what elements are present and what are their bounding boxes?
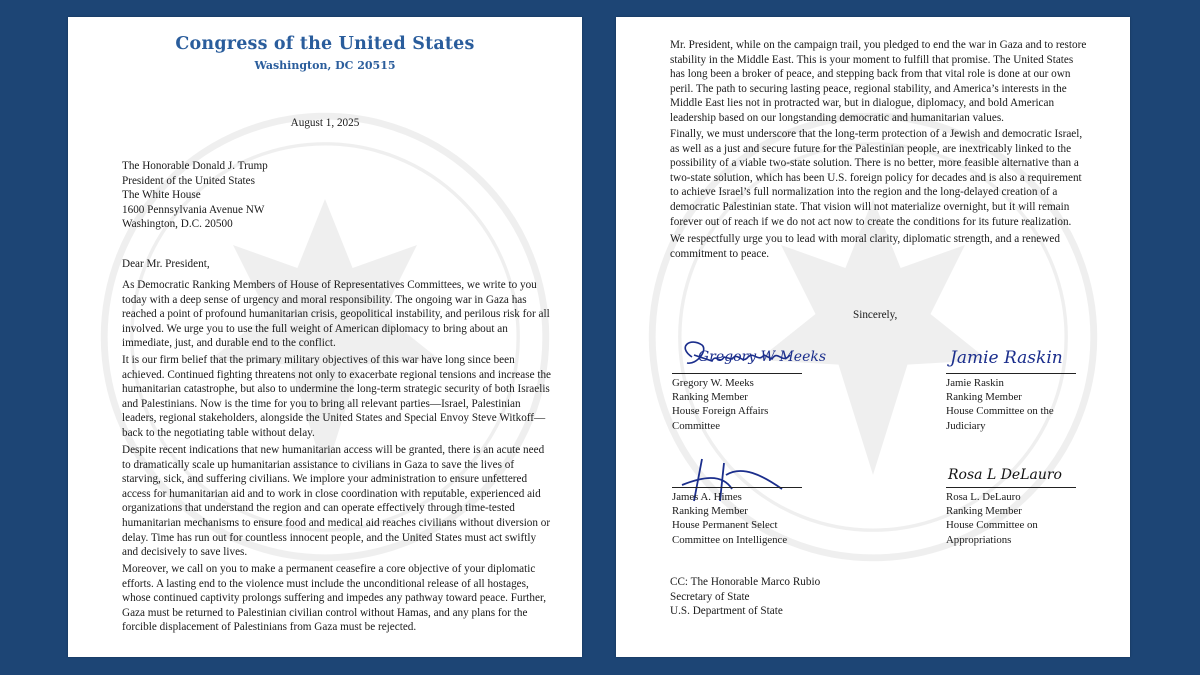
body-paragraph: It is our firm belief that the primary military objectives of this war have long since been achieved. Continued fighting threatens not only to exacerbate regional tensions and increase the humanitarian catastrophe, but also to undermine the long-term strategic security of both Israelis and Palestinians. Now is the time for you to bring all relevant parties—Israel, Palestinian leaders, regional stakeholders, alongside the United States and Special Envoy Steve Witkoff—back to the negotiating table without delay. xyxy=(122,354,552,439)
body-paragraph: Finally, we must underscore that the long-term protection of a Jewish and democratic Israel, as well as a just and secure future for the Palestinian people, are inextricably linked to the possibility of a viable two-state solution. There is no better, more feasible alternative than a two-state solution, which has been U.S. foreign policy for decades and is also a requirement to achieve Israel’s full normalization into the region and the long-delayed creation of a democratic Palestinian state. That vision will not materialize overnight, but it will remain forever out of reach if we do not act now to create the conditions for its future realization. xyxy=(670,128,1083,228)
signatory-text: James A. Himes Ranking Member House Permanent Select Committee on Intelligence xyxy=(672,491,788,546)
svg-text:Gregory W Meeks: Gregory W Meeks xyxy=(698,349,827,365)
signatory-text: Jamie Raskin Ranking Member House Committee on the Judiciary xyxy=(946,377,1054,432)
body-paragraph: Moreover, we call on you to make a permanent ceasefire a core objective of your diplomatic efforts. A lasting end to the violence must include the unconditional release of all hostages, whose continued captivity prolongs suffering and impedes any pathway toward peace. Further, Gaza must be returned to Palestinian civilian control without Hamas, and any plans for the forcible displacement of Palestinians from Gaza must be rejected. xyxy=(122,563,547,634)
signatory-block xyxy=(672,373,852,433)
body-paragraph: Despite recent indications that new humanitarian access will be granted, there is an acute need to dramatically scale up humanitarian assistance to civilians in Gaza to save the lives of starving, sick, and suffering civilians. We implore your administration to ensure unfettered access for humanitarian aid and to work in close coordination with reputable, experienced aid organizations that understand the region and can operate effectively through time-tested humanitarian mechanisms to ensure food and medical aid reaches civilians without diversion or delay. Time has run out for countless innocent people, and the United States must act swiftly and decisively to save lives. xyxy=(122,444,551,559)
recipient-address: The Honorable Donald J. Trump President of the United States The White House 1600 Pennsylvania Avenue NW Washington, D.C. 20500 xyxy=(122,160,268,231)
signatory-block xyxy=(946,487,1126,547)
letter-date: August 1, 2025 xyxy=(290,117,360,129)
letterhead-title: Congress of the United States xyxy=(175,34,475,54)
letter-page-2 xyxy=(616,17,1130,657)
cc-block: CC: The Honorable Marco Rubio Secretary of State U.S. Department of State xyxy=(670,576,821,618)
signature-raskin-icon xyxy=(946,335,1076,375)
salutation: Dear Mr. President, xyxy=(122,258,210,270)
signature-line xyxy=(946,373,1076,374)
closing: Sincerely, xyxy=(853,309,898,321)
signature-line xyxy=(672,487,802,488)
letterhead-subtitle: Washington, DC 20515 xyxy=(254,59,396,72)
body-paragraph: Mr. President, while on the campaign trail, you pledged to end the war in Gaza and to restore stability in the Middle East. This is your moment to fulfill that promise. The United States has long been a broker of peace, and stepping back from that vital role is done at our own peril. The path to securing lasting peace, regional stability, and America’s interests in the Middle East lies not in protracted war, but in dialogue, diplomacy, and bold American leadership based on our longstanding democratic and humanitarian values. xyxy=(670,39,1087,124)
signature-delauro-icon xyxy=(946,457,1076,487)
letter-page-1 xyxy=(68,17,582,657)
svg-text:Jamie Raskin: Jamie Raskin xyxy=(950,348,1063,368)
signature-meeks-icon xyxy=(672,335,827,375)
svg-text:Rosa L DeLauro: Rosa L DeLauro xyxy=(948,467,1062,483)
signature-line xyxy=(672,373,802,374)
body-paragraph: We respectfully urge you to lead with moral clarity, diplomatic strength, and a renewed commitment to peace. xyxy=(670,233,1060,260)
signature-line xyxy=(946,487,1076,488)
signatory-block xyxy=(946,373,1126,433)
signatory-text: Gregory W. Meeks Ranking Member House Foreign Affairs Committee xyxy=(672,377,769,432)
body-paragraph: As Democratic Ranking Members of House of Representatives Committees, we write to you today with a deep sense of urgency and moral responsibility. The ongoing war in Gaza has reached a point of profound humanitarian crisis, geopolitical instability, and perilous risk for all involved. We urge you to use the full weight of American diplomacy to bring about an immediate, just, and durable end to the conflict. xyxy=(122,279,550,350)
signatory-block xyxy=(672,487,852,547)
signatory-text: Rosa L. DeLauro Ranking Member House Committee on Appropriations xyxy=(946,491,1038,546)
